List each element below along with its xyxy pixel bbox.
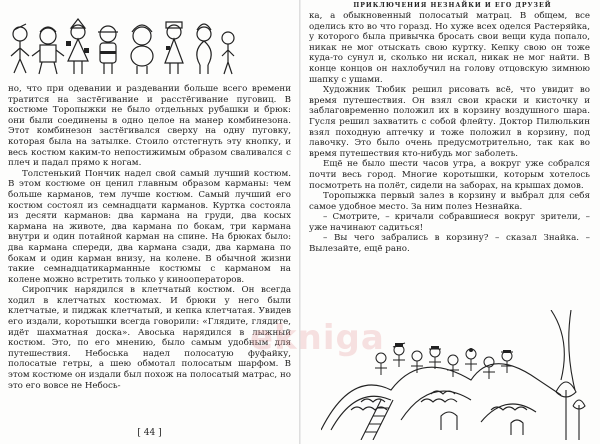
right-paragraph-4: Торопыжка первый залез в корзину и выбрал для себя самое удобное место. За ним полез Незнайка. (309, 191, 590, 212)
left-body-text (8, 84, 291, 391)
page-number: [ 44 ] (137, 428, 162, 438)
left-page (0, 0, 299, 444)
right-paragraph-3: Ещё не было шести часов утра, а вокруг уже собрался почти весь город. Многие коротышки, которым хотелось посмотреть на полёт, сидели на заборах, на крышах домов. (309, 159, 590, 191)
running-head: ПРИКЛЮЧЕНИЯ НЕЗНАЙКИ И ЕГО ДРУЗЕЙ (353, 2, 552, 9)
illustration-shorties-row (6, 18, 236, 78)
right-paragraph-6: – Вы чего забрались в корзину? – сказал Знайка. – Вылезайте, ещё рано. (309, 233, 590, 255)
right-page (301, 0, 600, 444)
right-paragraph-1: ка, а обыкновенный полосатый матрац. В общем, все оделись кто во что горазд. Но хуже всех оделся Растеряйка, у которого была привычка бросать свои вещи куда попало, никак не мог отыскать свою куртку. Кепку свою он тоже куда-то сунул и, сколько ни искал, никак не мог найти. В конце концов он нахлобучил на голову отцовскую зимнюю шапку с ушами. (309, 11, 590, 85)
right-paragraph-5: – Смотрите, – кричали собравшиеся вокруг зрители, – уже начинают садиться! (309, 212, 590, 233)
right-paragraph-2: Художник Тюбик решил рисовать всё, что увидит во время путешествия. Он взял свои краски и кисточку и заблаговременно положил их в корзину воздушного шара. Гусля решил захватить с собой флейту. Доктор Пилюлькин взял походную аптечку и тоже положил в корзину, под лавочку. Это было очень предусмотрительно, так как во время путешествия кто-нибудь мог заболеть. (309, 85, 590, 159)
left-paragraph-3: Сиропчик нарядился в клетчатый костюм. Он всегда ходил в клетчатых костюмах. И брюки у него были клетчатые, и пиджак клетчатый, и кепка клетчатая. Увидев его издали, коротышки всегда говорили: «Глядите, глядите, идёт шахматная доска». Авоська нарядился в лыжный костюм. Это, по его мнению, было самым удобным для путешествия. Небоська надел полосатую фуфайку, полосатые гетры, а шею обмотал полосатым шарфом. В этом костюме он издали был похож на полосатый матрас, но это его вовсе не Небось- (8, 285, 291, 391)
left-paragraph-1: но, что при одевании и раздевании больше всего времени тратится на застёгивание и расстёгивание пуговиц. В костюме Торопыжки не было отдельных рубашки и брюк: они были соединены в одно целое на манер комбинезона. Этот комбинезон застёгивался сверху на одну пуговку, которая была на затылке. Стоило отстегнуть эту кнопку, и весь костюм каким-то непостижимым образом сваливался с плеч и падал прямо к ногам. (8, 84, 291, 169)
right-body-text (309, 11, 590, 255)
watermark: ekniga (250, 318, 385, 358)
left-paragraph-2: Толстенький Пончик надел свой самый лучший костюм. В этом костюме он ценил главным образом карманы: чем больше карманов, тем лучше костюм. Самый лучший его костюм состоял из семнадцати карманов. Куртка состояла из десяти карманов: два кармана на груди, два косых кармана на животе, два кармана по бокам, три кармана внутри и один потайной карман на спине. На брюках было: два кармана спереди, два кармана сзади, два кармана по бокам и один карман внизу, на колене. В обычной жизни такие семнадцатикарманные костюмы с карманом на колене можно встретить только у кинооператоров. (8, 168, 291, 285)
